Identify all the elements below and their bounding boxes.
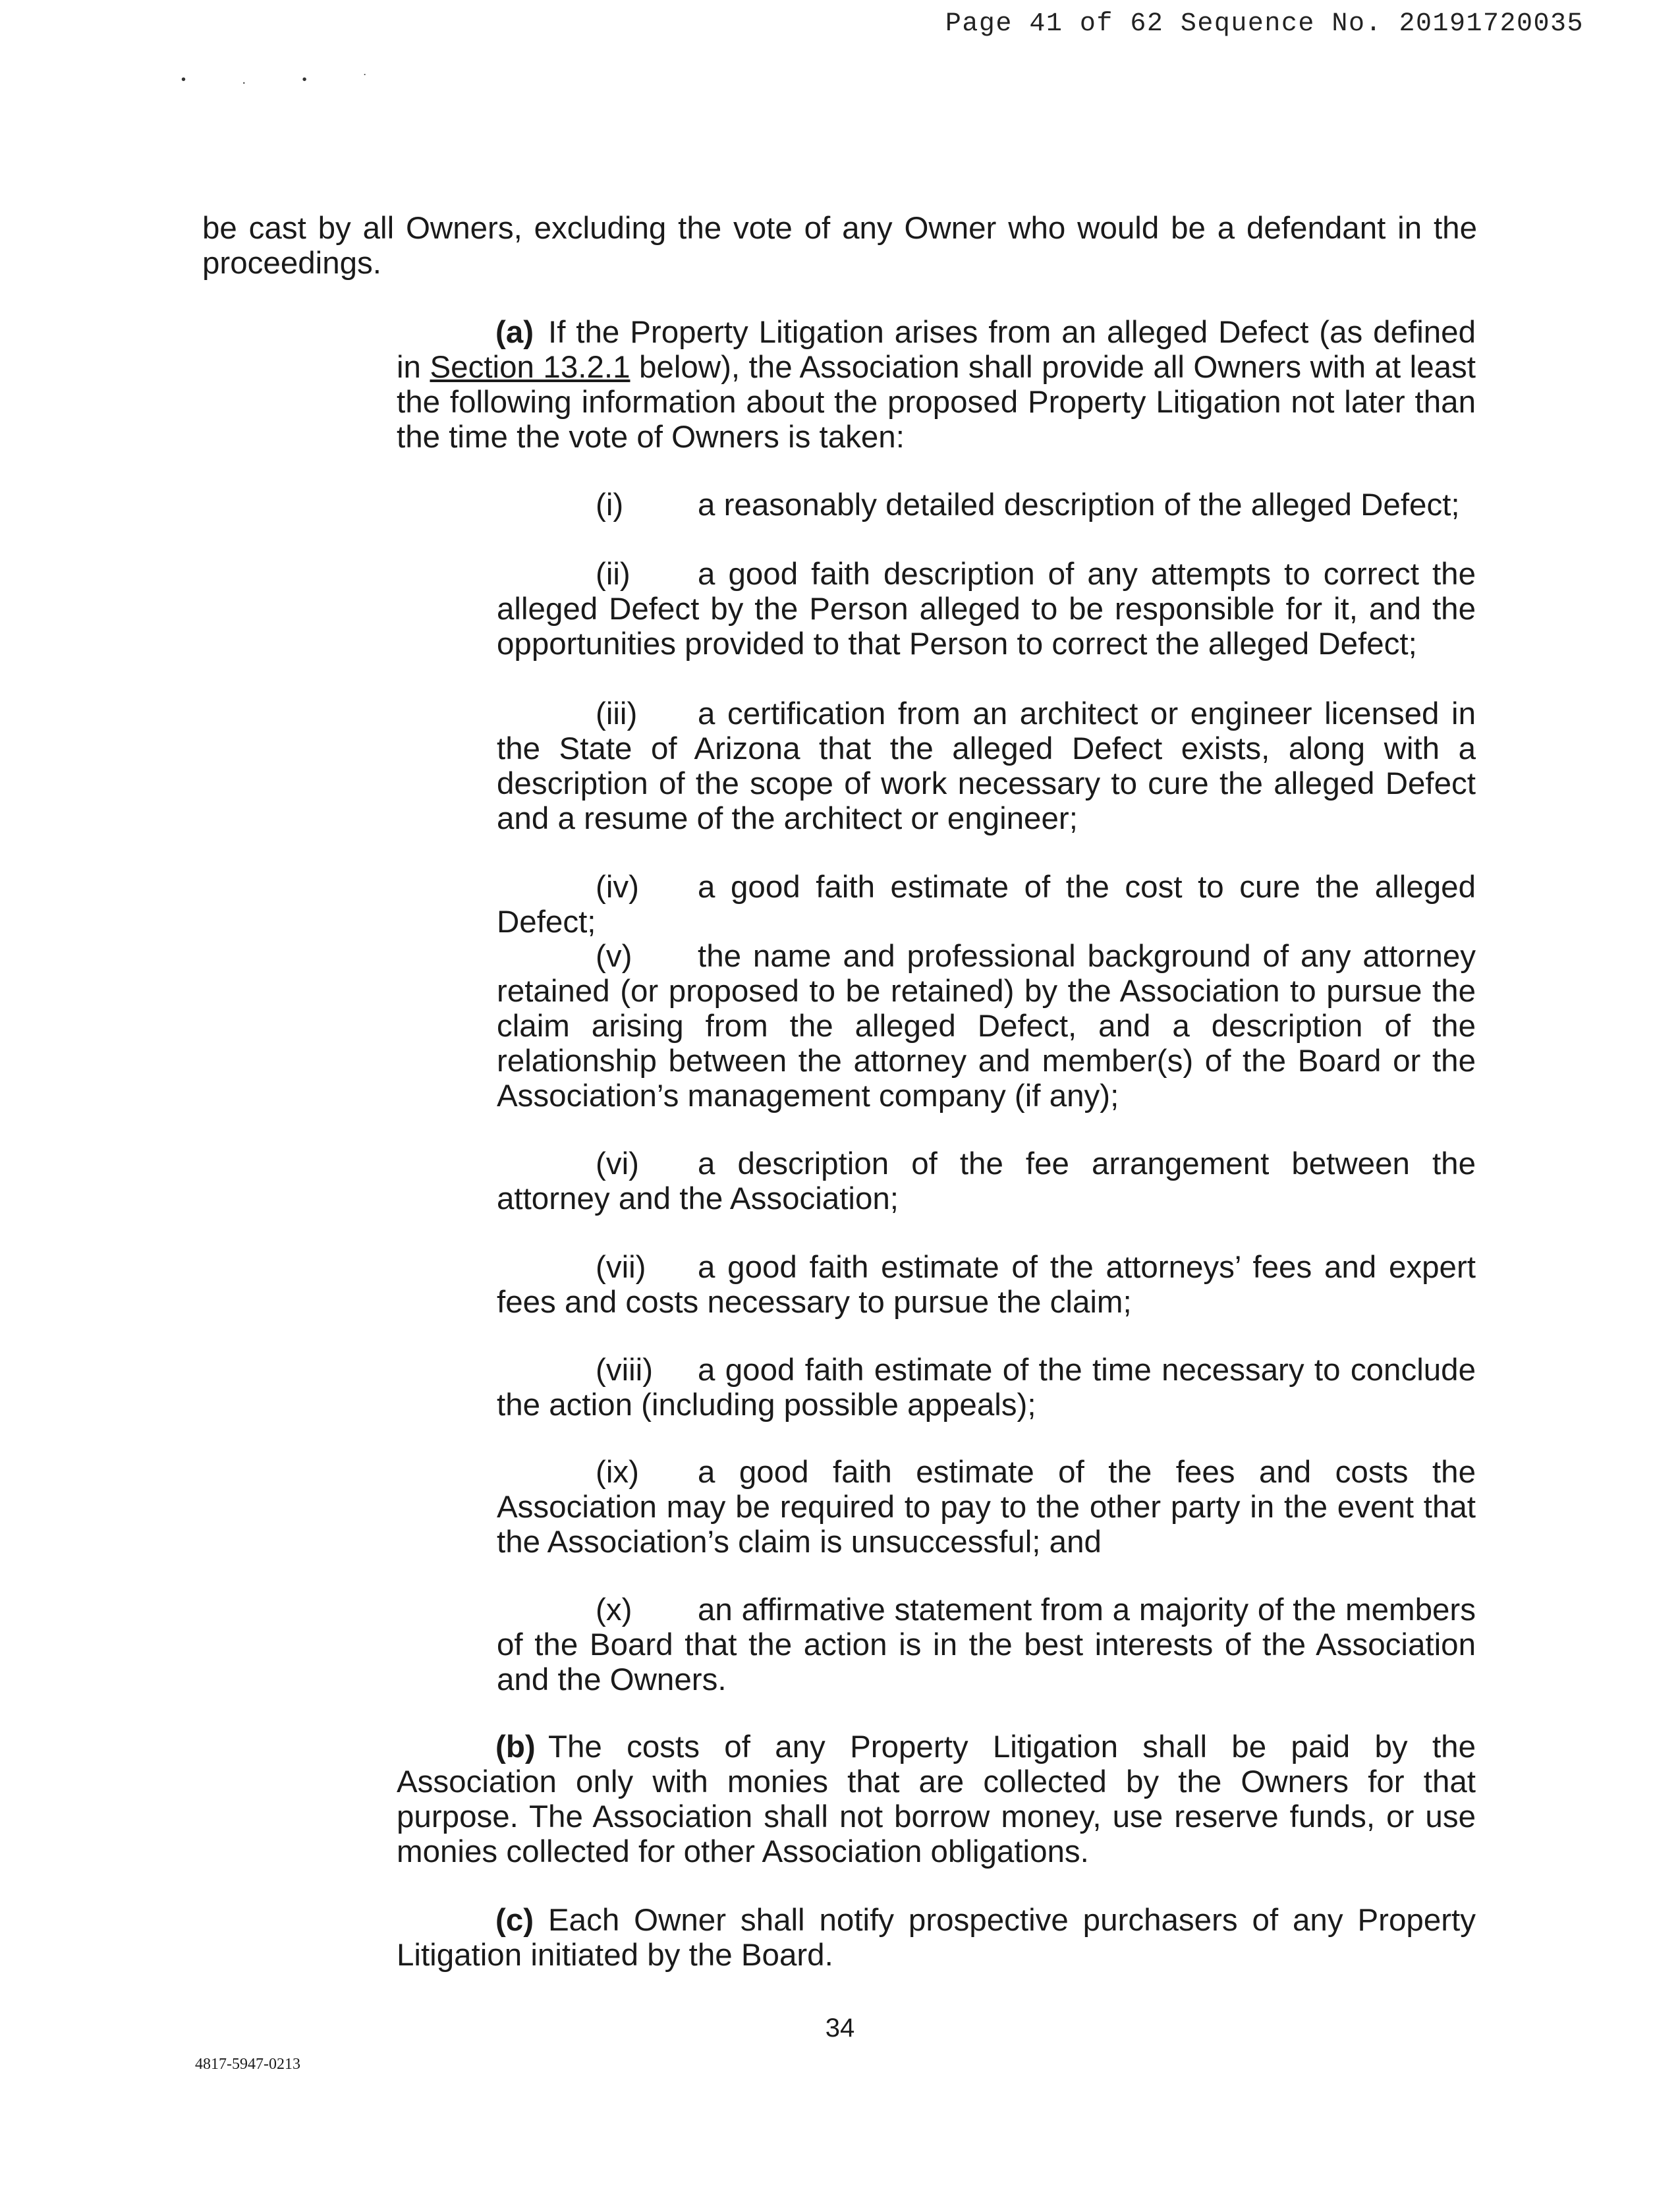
section-13-2-1-link[interactable]: Section 13.2.1 <box>430 350 630 385</box>
list-item-label: (i) <box>596 488 624 522</box>
paragraph-a <box>397 315 1476 455</box>
page-number: 34 <box>825 2014 855 2043</box>
list-item <box>497 696 1476 836</box>
list-item-label: (vi) <box>596 1146 639 1181</box>
list-item <box>497 488 1476 522</box>
list-item-text: a good faith estimate of the attorneys’ fees and expert fees and costs necessary to pursue the claim; <box>497 1250 1476 1320</box>
list-item-label: (iv) <box>596 870 639 905</box>
list-item <box>497 1250 1476 1320</box>
scan-specks: • . • ˙ <box>181 72 394 87</box>
list-item-text: an affirmative statement from a majority of the members of the Board that the action is in the best interests of the Association and the Owners. <box>497 1592 1476 1697</box>
list-item-label: (viii) <box>596 1353 654 1388</box>
list-item <box>497 1146 1476 1216</box>
intro-paragraph: be cast by all Owners, excluding the vote of any Owner who would be a defendant in the proceedings. <box>202 211 1477 281</box>
list-item-label: (ix) <box>596 1455 639 1490</box>
paragraph-a-text-after: below), the Association shall provide all Owners with at least the following information about the proposed Property Litigation not later than the time the vote of Owners is taken: <box>397 350 1476 455</box>
paragraph-a-text-before: If the Property Litigation arises from an alleged Defect (as defined in <box>397 315 1476 385</box>
list-item-label: (x) <box>596 1592 632 1627</box>
list-item-label: (iii) <box>596 696 638 731</box>
paragraph-a-label: (a) <box>495 315 534 350</box>
list-item-text: a good faith estimate of the time necessary to conclude the action (including possible appeals); <box>497 1353 1476 1423</box>
list-item-text: a certification from an architect or engineer licensed in the State of Arizona that the alleged Defect exists, along with a description of the scope of work necessary to cure the alleged Defect and a resume of the architect or engineer; <box>497 696 1476 836</box>
paragraph-c-text: Each Owner shall notify prospective purchasers of any Property Litigation initiated by the Board. <box>397 1903 1476 1973</box>
paragraph-c-label: (c) <box>495 1903 534 1938</box>
list-item <box>497 1353 1476 1423</box>
paragraph-b-text: The costs of any Property Litigation shall be paid by the Association only with monies that are collected by the Owners for that purpose. The Association shall not borrow money, use reserve funds, or use monies collected for other Association obligations. <box>397 1730 1476 1869</box>
list-item-text: the name and professional background of any attorney retained (or proposed to be retained) by the Association to pursue the claim arising from the alleged Defect, and a description of the relationship between the attorney and member(s) of the Board or the Association’s management company (if any); <box>497 939 1476 1113</box>
list-item-label: (vii) <box>596 1250 646 1285</box>
paragraph-b <box>397 1730 1476 1869</box>
document-id: 4817-5947-0213 <box>195 2056 300 2073</box>
list-item <box>497 1455 1476 1560</box>
list-item-text: a description of the fee arrangement between the attorney and the Association; <box>497 1146 1476 1216</box>
list-item-text: a good faith estimate of the cost to cure the alleged Defect; <box>497 870 1476 940</box>
list-item-text: a good faith description of any attempts to correct the alleged Defect by the Person alleged to be responsible for it, and the opportunities provided to that Person to correct the alleged Defect; <box>497 557 1476 662</box>
list-item <box>497 1592 1476 1697</box>
list-item-label: (ii) <box>596 557 630 592</box>
page-header: Page 41 of 62 Sequence No. 20191720035 <box>945 9 1584 39</box>
list-item-text: a good faith estimate of the fees and costs the Association may be required to pay to the other party in the event that the Association’s claim is unsuccessful; and <box>497 1455 1476 1560</box>
list-item <box>497 557 1476 662</box>
list-item-text: a reasonably detailed description of the alleged Defect; <box>698 488 1460 522</box>
list-item-label: (v) <box>596 939 632 974</box>
paragraph-b-label: (b) <box>495 1730 536 1764</box>
list-item <box>497 870 1476 940</box>
list-item <box>497 939 1476 1113</box>
paragraph-c <box>397 1903 1476 1973</box>
